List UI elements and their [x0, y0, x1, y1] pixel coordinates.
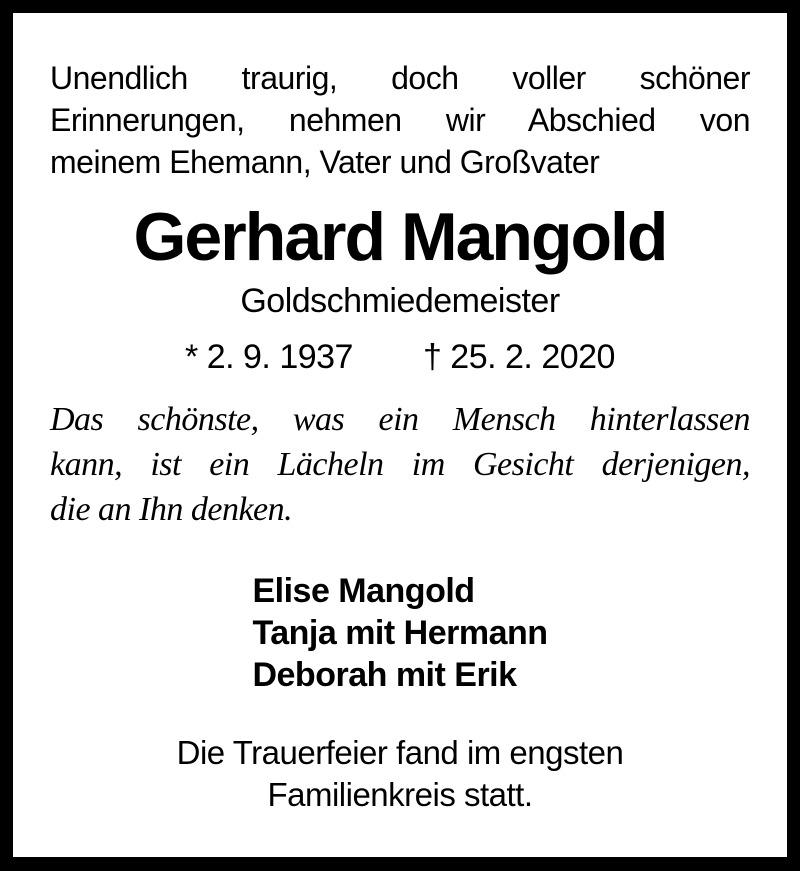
mourner-name: Elise Mangold — [252, 572, 475, 610]
closing-line: Familienkreis statt. — [267, 776, 533, 813]
intro-paragraph — [50, 57, 750, 183]
quote-line: kann, ist ein Lächeln im Gesicht derjenigen, — [50, 446, 750, 483]
mourners-block — [50, 570, 750, 696]
birth-date: * 2. 9. 1937 — [185, 338, 353, 376]
closing-paragraph — [50, 732, 750, 816]
mourner-name: Tanja mit Hermann — [252, 614, 548, 652]
life-dates — [50, 337, 750, 377]
obituary-notice — [13, 13, 787, 857]
mourner-name: Deborah mit Erik — [252, 656, 517, 694]
mourners-list — [252, 570, 547, 696]
death-date: † 25. 2. 2020 — [422, 338, 615, 376]
deceased-name: Gerhard Mangold — [133, 199, 667, 275]
profession: Goldschmiedemeister — [240, 282, 560, 320]
intro-line: meinem Ehemann, Vater und Großvater — [50, 144, 600, 180]
intro-line: Unendlich traurig, doch voller schöner — [50, 60, 750, 96]
quote-line: die an Ihn denken. — [50, 491, 293, 528]
quote-line: Das schönste, was ein Mensch hinterlassen — [50, 401, 750, 438]
memorial-quote — [50, 397, 750, 532]
intro-line: Erinnerungen, nehmen wir Abschied von — [50, 102, 750, 138]
closing-line: Die Trauerfeier fand im engsten — [176, 734, 624, 771]
